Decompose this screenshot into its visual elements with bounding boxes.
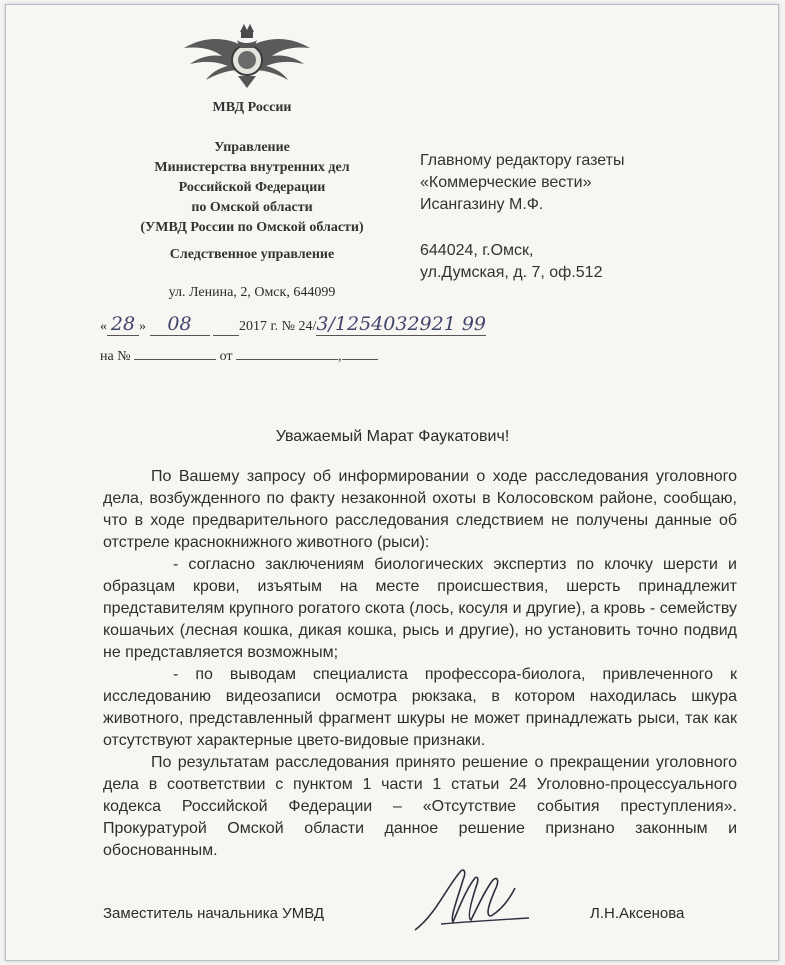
reg-month: 08 bbox=[150, 313, 210, 336]
recipient-line: Исангазину М.Ф. bbox=[420, 196, 544, 213]
body-paragraph: По результатам расследования принято решение о прекращении уголовного дела в соответствии с пунктом 1 части 1 статьи 24 Уголовно-процессуального кодекса Российской Федерации – «Отсутствие события преступления». Прокуратурой Омской области данное решение признано законным и обоснованным. bbox=[103, 754, 737, 859]
investigation-department: Следственное управление bbox=[169, 247, 335, 262]
recipient-line: «Коммерческие вести» bbox=[420, 174, 592, 191]
recipient-block bbox=[420, 150, 624, 284]
reply-prefix: на № bbox=[100, 349, 131, 364]
reg-number-prefix: 24/ bbox=[298, 319, 317, 334]
department-line: по Омской области bbox=[191, 200, 313, 215]
registration-line: « 28 » 08 2017 г. № 24/3/1254032921 99 bbox=[100, 313, 487, 335]
department-line: Управление bbox=[214, 140, 290, 155]
department-line: (УМВД России по Омской области) bbox=[140, 220, 364, 235]
body-paragraph: - согласно заключениям биологических экспертиз по клочку шерсти и образцам крови, изъятым на месте происшествия, шерсть принадлежит представителям крупного рогатого скота (лось, косуля и другие), а кровь - семейству кошачьих (лесная кошка, дикая кошка, рысь и другие), но установить точно подвид не представляется возможным; bbox=[103, 556, 737, 661]
department-line: Министерства внутренних дел bbox=[154, 160, 350, 175]
recipient-address-line: ул.Думская, д. 7, оф.512 bbox=[420, 264, 603, 281]
recipient-line: Главному редактору газеты bbox=[420, 152, 625, 169]
recipient-address-line: 644024, г.Омск, bbox=[420, 242, 534, 259]
sender-address: ул. Ленина, 2, Омск, 644099 bbox=[168, 285, 336, 300]
body-paragraph: - по выводам специалиста профессора-биолога, привлеченного к исследованию видеозаписи осмотра рюкзака, в котором находилась шкура животного, представленный фрагмент шкуры не может принадлежать рыси, так как отсутствуют характерные цвето-видовые признаки. bbox=[103, 666, 737, 749]
mvd-eagle-emblem bbox=[182, 18, 312, 90]
letter-body bbox=[103, 466, 737, 862]
department-line: Российской Федерации bbox=[178, 180, 326, 195]
signer-name: Л.Н.Аксенова bbox=[590, 905, 685, 922]
department-block bbox=[118, 138, 386, 238]
reg-day: 28 bbox=[107, 313, 139, 336]
reply-reference-line: на № от , bbox=[100, 347, 378, 365]
salutation: Уважаемый Марат Фаукатович! bbox=[275, 428, 510, 445]
reply-from-word: от bbox=[219, 349, 233, 364]
reg-year: 2017 г. № bbox=[239, 319, 296, 334]
body-paragraph: По Вашему запросу об информировании о ходе расследования уголовного дела, возбужденного по факту незаконной охоты в Колосовском районе, сообщаю, что в ходе предварительного расследования следствием не получены данные об отстреле краснокнижного животного (рыси): bbox=[103, 468, 737, 551]
signer-position: Заместитель начальника УМВД bbox=[103, 905, 325, 922]
handwritten-signature bbox=[405, 860, 535, 940]
reg-number: 3/1254032921 99 bbox=[316, 313, 487, 335]
agency-name: МВД России bbox=[212, 100, 292, 115]
